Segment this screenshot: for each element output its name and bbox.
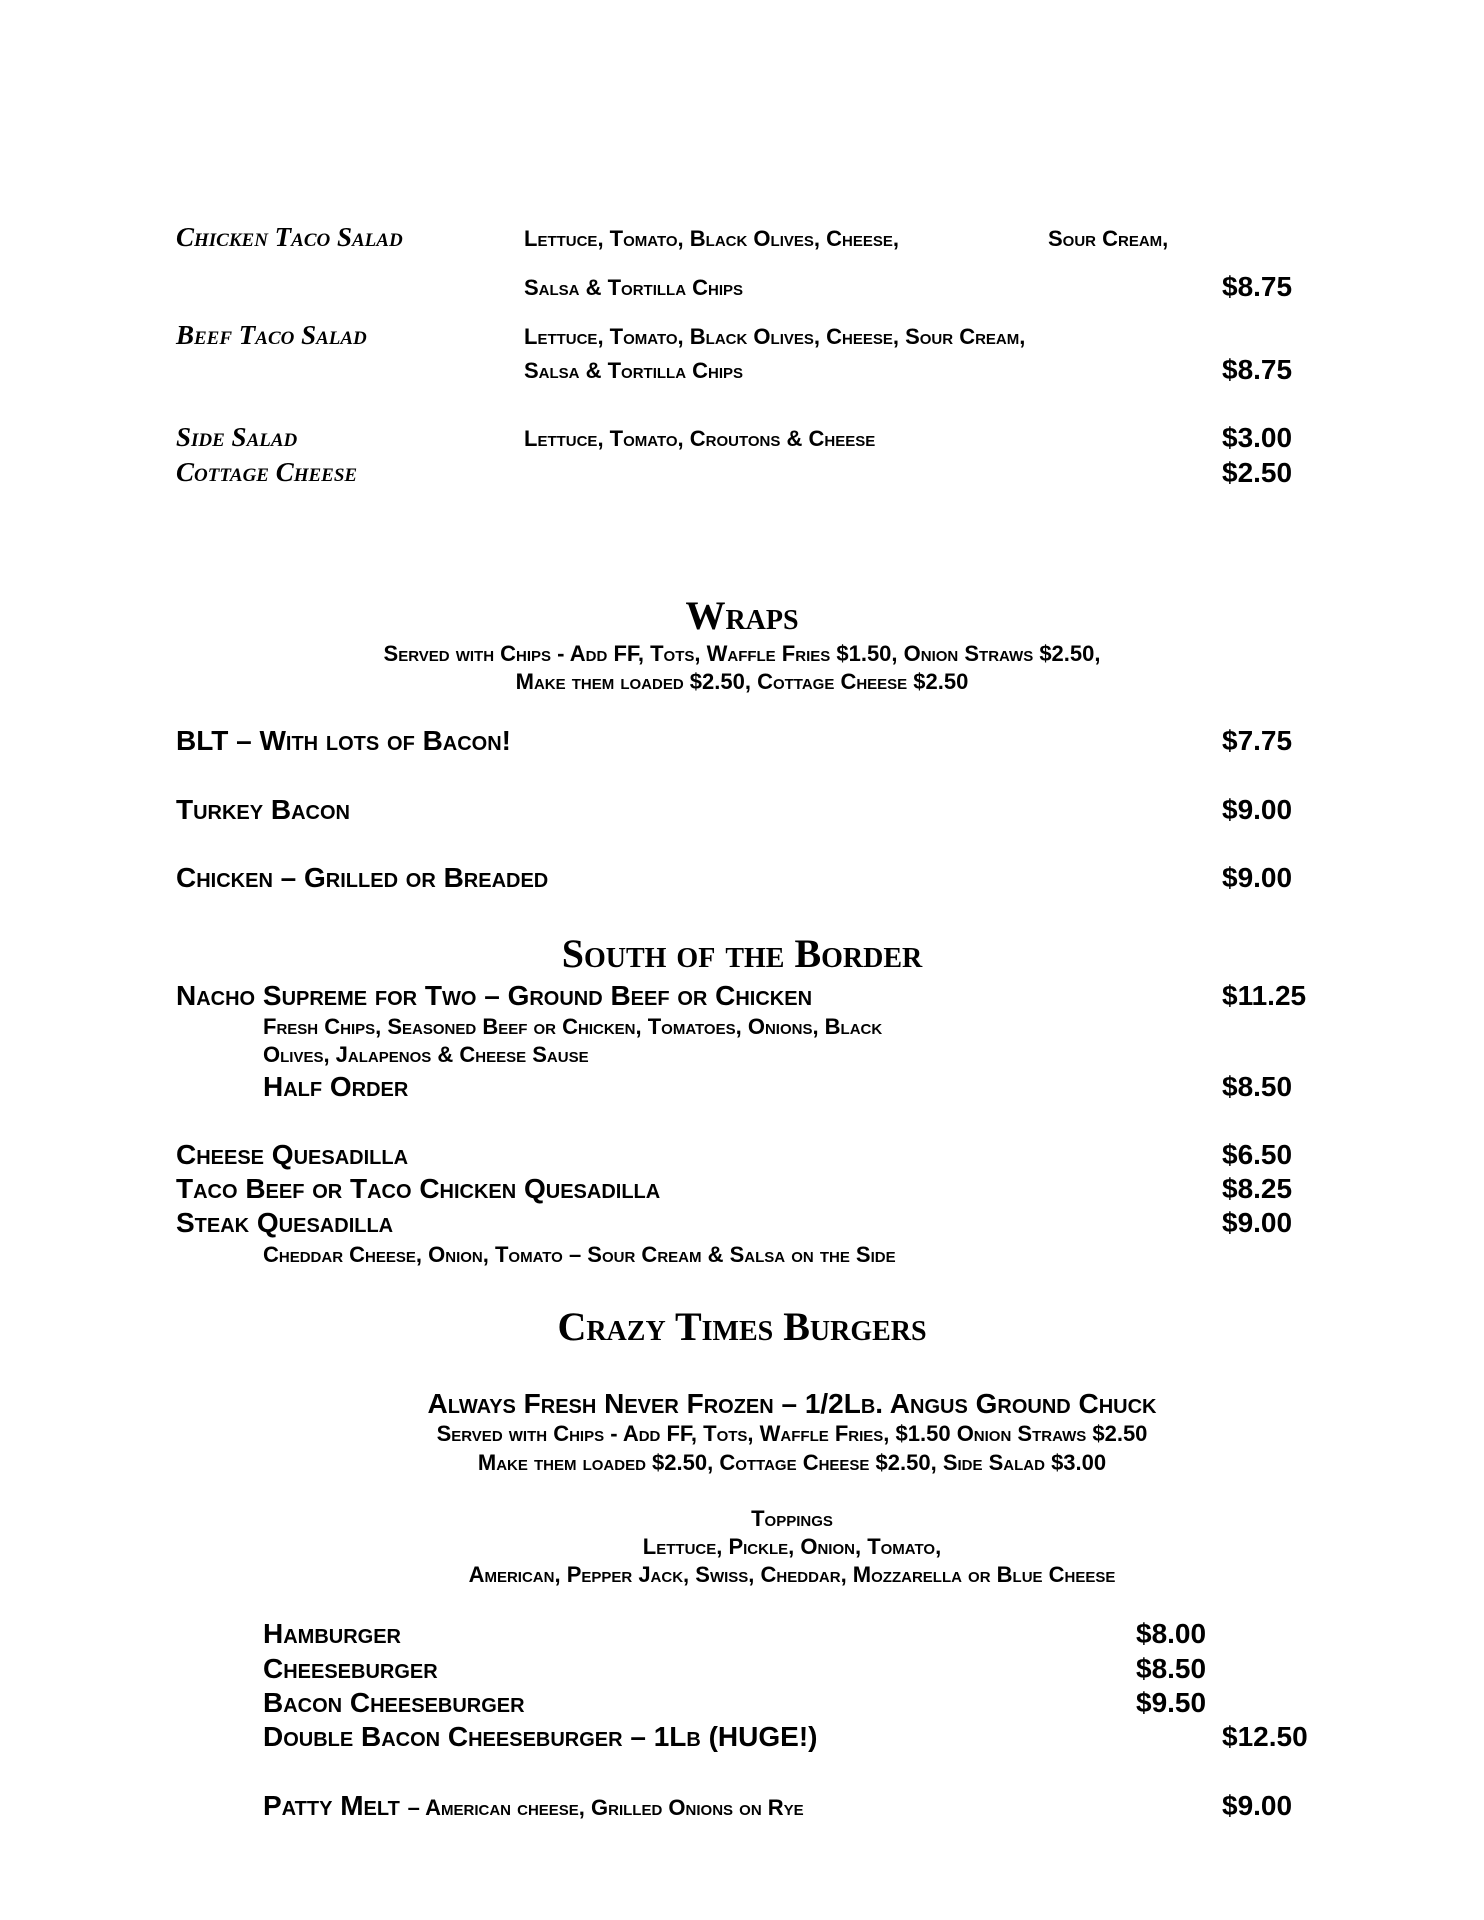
- item-price: $9.50: [1136, 1687, 1207, 1718]
- item-name: Taco Beef or Taco Chicken Quesadilla: [176, 1173, 661, 1204]
- item-name: Hamburger: [263, 1618, 401, 1649]
- item-name: Side Salad: [176, 422, 298, 452]
- item-price: $8.25: [1222, 1173, 1293, 1204]
- item-name: Cheese Quesadilla: [176, 1139, 409, 1170]
- item-name: Turkey Bacon: [176, 794, 350, 825]
- item-price: $8.50: [1222, 1071, 1293, 1102]
- item-name: Cottage Cheese: [176, 457, 358, 487]
- section-title-border: South of the Border: [561, 931, 923, 976]
- section-title-wraps: Wraps: [685, 593, 799, 638]
- section-note: Make them loaded $2.50, Cottage Cheese $2.50, Side Salad $3.00: [477, 1450, 1107, 1475]
- item-name: [263, 1792, 804, 1820]
- item-description: Lettuce, Tomato, Black Olives, Cheese, Sour Cream,: [524, 324, 1026, 349]
- toppings-title: Toppings: [751, 1506, 833, 1531]
- item-description: Sour Cream,: [1048, 226, 1169, 251]
- item-price: $9.00: [1222, 794, 1293, 825]
- section-note: Served with Chips - Add FF, Tots, Waffle Fries $1.50, Onion Straws $2.50,: [383, 641, 1101, 666]
- patty-melt-description: – American cheese, Grilled Onions on Rye: [407, 1795, 804, 1820]
- item-price: $8.50: [1136, 1653, 1207, 1684]
- item-name: Double Bacon Cheeseburger – 1Lb (HUGE!): [263, 1721, 818, 1752]
- item-name: Steak Quesadilla: [176, 1207, 394, 1238]
- section-tagline: Always Fresh Never Frozen – 1/2Lb. Angus Ground Chuck: [427, 1388, 1157, 1419]
- item-price: $9.00: [1222, 1790, 1293, 1821]
- item-name: BLT – With lots of Bacon!: [176, 725, 511, 756]
- item-name: Chicken Taco Salad: [176, 222, 403, 252]
- item-price: $9.00: [1222, 862, 1293, 893]
- item-description: Cheddar Cheese, Onion, Tomato – Sour Cream & Salsa on the Side: [263, 1242, 896, 1267]
- item-name: Chicken – Grilled or Breaded: [176, 862, 549, 893]
- item-name: Beef Taco Salad: [176, 320, 367, 350]
- item-description: Fresh Chips, Seasoned Beef or Chicken, Tomatoes, Onions, Black: [263, 1014, 883, 1039]
- item-name: Nacho Supreme for Two – Ground Beef or Chicken: [176, 980, 813, 1011]
- patty-melt-name: Patty Melt: [263, 1790, 400, 1821]
- item-name: Half Order: [263, 1071, 409, 1102]
- section-title-burgers: Crazy Times Burgers: [557, 1304, 927, 1349]
- item-description: Olives, Jalapenos & Cheese Sause: [263, 1042, 589, 1067]
- section-note: Served with Chips - Add FF, Tots, Waffle Fries, $1.50 Onion Straws $2.50: [436, 1421, 1148, 1446]
- item-price: $7.75: [1222, 725, 1293, 756]
- item-description: Lettuce, Tomato, Black Olives, Cheese,: [524, 226, 899, 251]
- toppings-list: Lettuce, Pickle, Onion, Tomato,: [642, 1534, 942, 1559]
- item-name: Bacon Cheeseburger: [263, 1687, 525, 1718]
- item-price: $9.00: [1222, 1207, 1293, 1238]
- section-note: Make them loaded $2.50, Cottage Cheese $2.50: [515, 669, 969, 694]
- item-description: Salsa & Tortilla Chips: [524, 275, 744, 300]
- item-description: Lettuce, Tomato, Croutons & Cheese: [524, 426, 876, 451]
- item-description: Salsa & Tortilla Chips: [524, 358, 744, 383]
- item-price: $6.50: [1222, 1139, 1293, 1170]
- item-price: $11.25: [1222, 980, 1307, 1011]
- toppings-list: American, Pepper Jack, Swiss, Cheddar, Mozzarella or Blue Cheese: [468, 1562, 1116, 1587]
- item-price: $2.50: [1222, 457, 1293, 488]
- item-name: Cheeseburger: [263, 1653, 438, 1684]
- item-price: $8.75: [1222, 271, 1293, 302]
- item-price: $3.00: [1222, 422, 1293, 453]
- item-price: $8.00: [1136, 1618, 1207, 1649]
- item-price: $12.50: [1222, 1721, 1308, 1752]
- item-price: $8.75: [1222, 354, 1293, 385]
